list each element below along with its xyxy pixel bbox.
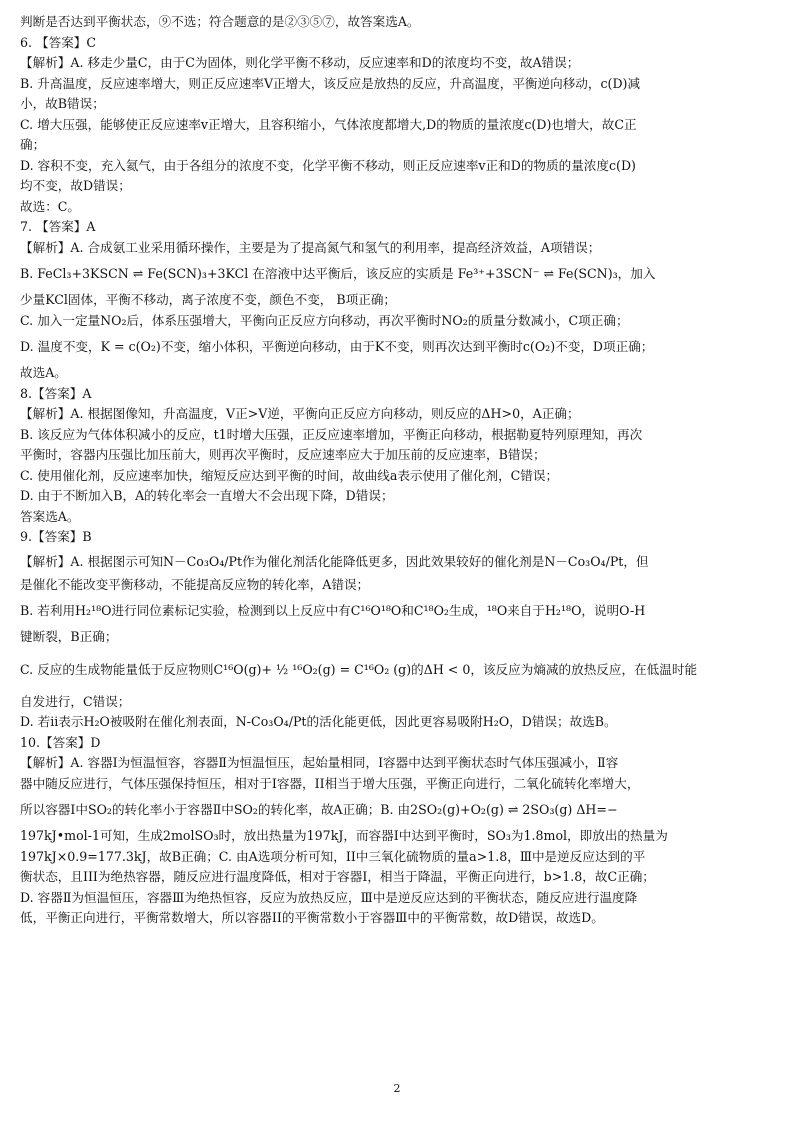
q8-line-5: D. 由于不断加入B，A的转化率会一直增大不会出现下降，D错误； — [20, 488, 394, 503]
q7-line-6: 故选A。 — [20, 365, 67, 380]
q6-line-8: 故选：C。 — [20, 198, 81, 214]
q9-line-3: B. 若利用H₂¹⁸O进行同位素标记实验，检测到以上反应中有C¹⁶O¹⁸O和C¹⁸O₂生成，¹⁸O来自于H₂¹⁸O，说明O-H — [20, 603, 646, 618]
q9-answer: 9.【答案】B — [20, 529, 92, 544]
q10-line-1: 【解析】A. 容器Ⅰ为恒温恒容，容器Ⅱ为恒温恒压，起始量相同，Ⅰ容器中达到平衡状态时气体压强减小，Ⅱ容 — [20, 755, 619, 770]
q7-line-3: 少量KCl固体，平衡不移动，离子浓度不变，颜色不变， B项正确； — [20, 292, 397, 307]
q8-line-1: 【解析】A. 根据图像知，升高温度，V正>V逆，平衡向正反应方向移动，则反应的ΔH>0，A正确； — [20, 406, 580, 421]
q10-line-7: D. 容器Ⅱ为恒温恒压，容器Ⅲ为绝热恒容，反应为放热反应，Ⅲ中是逆反应达到的平衡状态，随反应进行温度降 — [20, 889, 638, 905]
q9-line-2: 是催化不能改变平衡移动，不能提高反应物的转化率，A错误； — [20, 576, 370, 592]
q10-line-6: 衡状态，且III为绝热容器，随反应进行温度降低，相对于容器Ⅰ，相当于降温，平衡正向进行，b>1.8，故C正确； — [20, 869, 655, 884]
q6-line-7: 均不变，故D错误； — [20, 178, 131, 193]
q9-line-7: D. 若ii表示H₂O被吸附在催化剂表面，N-Co₃O₄/Pt的活化能更低，因此更容易吸附H₂O，D错误；故选B。 — [20, 714, 617, 729]
q8-line-4: C. 使用催化剂，反应速率加快，缩短反应达到平衡的时间，故曲线a表示使用了催化剂，C错误； — [20, 467, 559, 483]
q6-answer: 6. 【答案】C — [20, 34, 97, 50]
q10-line-5: 197kJ×0.9=177.3kJ，故B正确；C. 由A选项分析可知，II中三氧化硫物质的量a>1.8，Ⅲ中是逆反应达到的平 — [20, 848, 646, 864]
q8-answer: 8.【答案】A — [20, 385, 92, 401]
q6-line-6: D. 容积不变，充入氦气，由于各组分的浓度不变，化学平衡不移动，则正反应速率v正和D的物质的量浓度c(D) — [20, 157, 636, 173]
q10-answer: 10.【答案】D — [20, 734, 101, 750]
q9-line-1: 【解析】A. 根据图示可知N－Co₃O₄/Pt作为催化剂活化能降低更多，因此效果较好的催化剂是N－Co₃O₄/Pt，但 — [20, 553, 649, 569]
q9-line-5: C. 反应的生成物能量低于反应物则C¹⁶O(g)+ ½ ¹⁶O₂(g) = C¹⁶O₂ (g)的ΔH < 0，该反应为熵减的放热反应，在低温时能 — [20, 661, 698, 677]
q6-line-5: 确； — [20, 137, 46, 152]
q10-line-3: 所以容器Ⅰ中SO₂的转化率小于容器Ⅱ中SO₂的转化率，故A正确；B. 由2SO₂(g)+O₂(g) ⇌ 2SO₃(g) ΔH=− — [20, 802, 618, 817]
q5-tail: 判断是否达到平衡状态，⑨不选；符合题意的是②③⑤⑦，故答案选A。 — [20, 14, 420, 29]
q7-line-4: C. 加入一定量NO₂后，体系压强增大，平衡向正反应方向移动，再次平衡时NO₂的质量分数减小，C项正确； — [20, 312, 629, 328]
q8-line-2: B. 该反应为气体体积减小的反应，t1时增大压强，正反应速率增加，平衡正向移动，根据勒夏特列原理知，再次 — [20, 426, 643, 442]
q10-line-4: 197kJ•mol-1可知，生成2molSO₃时，放出热量为197kJ，而容器Ⅰ中达到平衡时，SO₃为1.8mol，即放出的热量为 — [20, 828, 668, 843]
q6-line-4: C. 增大压强，能够使正反应速率v正增大，且容积缩小，气体浓度都增大,D的物质的量浓度c(D)也增大，故C正 — [20, 116, 637, 132]
q7-line-2: B. FeCl₃+3KSCN ⇌ Fe(SCN)₃+3KCl 在溶液中达平衡后，该反应的实质是 Fe³⁺+3SCN⁻ ⇌ Fe(SCN)₃，加入 — [20, 266, 656, 281]
q9-line-4: 键断裂，B正确； — [20, 629, 118, 644]
q10-line-2: 器中随反应进行，气体压强保持恒压，相对于Ⅰ容器，II相当于增大压强，平衡正向进行，二氧化硫转化率增大， — [20, 775, 640, 791]
q6-line-3: 小，故B错误； — [20, 96, 105, 111]
q8-line-3: 平衡时，容器内压强比加压前大，则再次平衡时，反应速率应大于加压前的反应速率，B错误； — [20, 447, 546, 462]
q6-line-2: B. 升高温度，反应速率增大，则正反应速率V正增大，该反应是放热的反应，升高温度，平衡逆向移动，c(D)减 — [20, 75, 641, 91]
q7-line-5: D. 温度不变，K = c(O₂)不变，缩小体积，平衡逆向移动，由于K不变，则再次达到平衡时c(O₂)不变，D项正确； — [20, 339, 654, 354]
q7-line-1: 【解析】A. 合成氨工业采用循环操作，主要是为了提高氮气和氢气的利用率，提高经济效益，A项错误； — [20, 239, 601, 255]
page-number: 2 — [393, 1082, 401, 1095]
q8-line-6: 答案选A。 — [20, 508, 80, 524]
q6-line-1: 【解析】A. 移走少量C，由于C为固体，则化学平衡不移动，反应速率和D的浓度均不变，故A错误； — [20, 55, 580, 70]
q7-answer: 7. 【答案】A — [20, 219, 96, 234]
q9-line-6: 自发进行，C错误； — [20, 693, 131, 709]
q10-line-8: 低，平衡正向进行，平衡常数增大，所以容器II的平衡常数小于容器Ⅲ中的平衡常数，故D错误，故选D。 — [20, 910, 604, 925]
